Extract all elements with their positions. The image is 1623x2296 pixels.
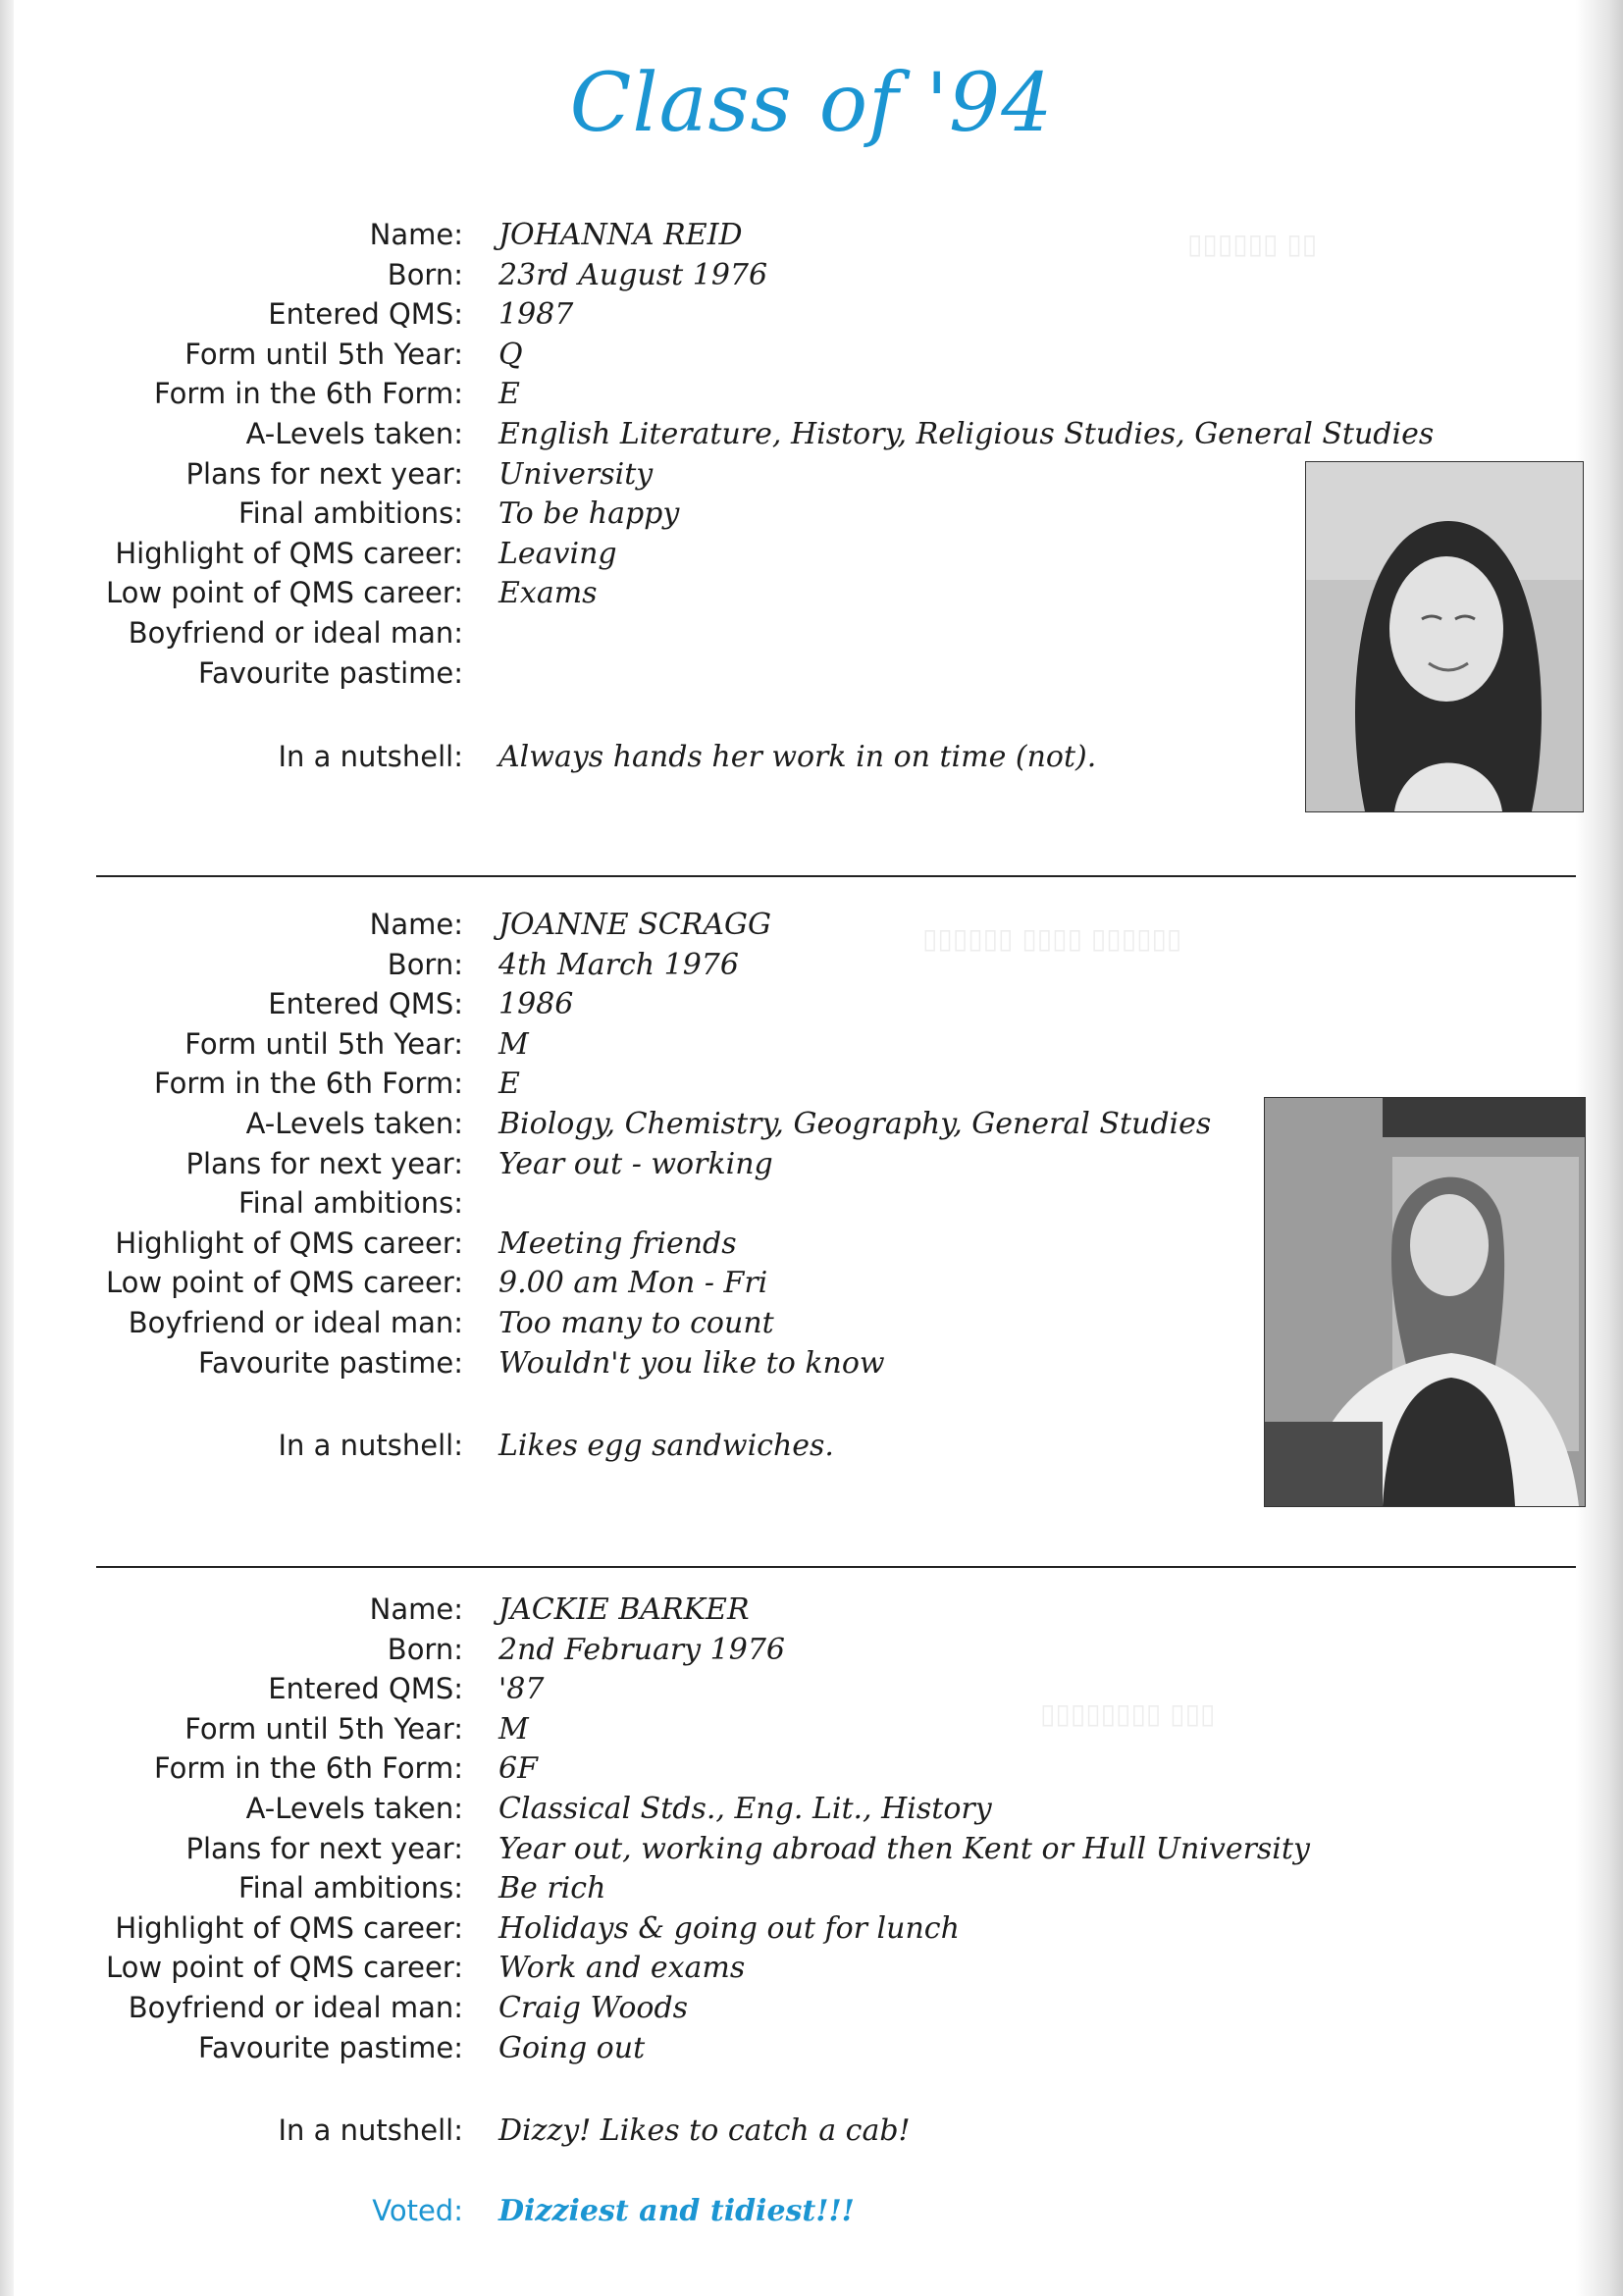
field-label: Low point of QMS career: xyxy=(105,576,463,609)
profile-field xyxy=(0,1991,1623,2030)
field-value: M xyxy=(498,1712,529,1747)
student-photo xyxy=(1264,1097,1586,1507)
profile-field xyxy=(0,1712,1623,1751)
field-value: Year out - working xyxy=(498,1147,773,1181)
field-value: Too many to count xyxy=(498,1306,774,1340)
profile-field xyxy=(0,1751,1623,1791)
field-label: Plans for next year: xyxy=(185,1832,463,1865)
field-label: Form in the 6th Form: xyxy=(154,1067,463,1100)
field-value: Year out, working abroad then Kent or Hull University xyxy=(498,1832,1310,1866)
field-value: Going out xyxy=(498,2031,646,2065)
field-label: Favourite pastime: xyxy=(197,1346,463,1380)
field-label: Final ambitions: xyxy=(238,496,463,530)
field-label: A-Levels taken: xyxy=(245,1107,463,1140)
profile-field xyxy=(0,1911,1623,1951)
field-label: Form until 5th Year: xyxy=(184,1027,463,1061)
field-label: In a nutshell: xyxy=(278,1429,463,1462)
profile-field xyxy=(0,417,1623,456)
field-label: Plans for next year: xyxy=(185,457,463,491)
field-label: Highlight of QMS career: xyxy=(115,1911,463,1945)
field-value: Wouldn't you like to know xyxy=(498,1346,885,1381)
profile-field xyxy=(0,948,1623,987)
field-value: Dizziest and tidiest!!! xyxy=(498,2194,855,2228)
field-value: E xyxy=(498,1067,520,1101)
field-value: 1986 xyxy=(498,987,574,1021)
field-label: Name: xyxy=(369,908,463,941)
field-value: 9.00 am Mon - Fri xyxy=(498,1266,768,1300)
profile-field xyxy=(0,1672,1623,1711)
field-label: Form in the 6th Form: xyxy=(154,377,463,410)
field-value: Work and exams xyxy=(498,1951,746,1985)
profile-field xyxy=(0,297,1623,337)
student-photo xyxy=(1305,461,1584,812)
portrait-icon xyxy=(1306,462,1583,811)
field-label: Low point of QMS career: xyxy=(105,1266,463,1299)
field-value: English Literature, History, Religious Studies, General Studies xyxy=(498,417,1435,451)
profile-field xyxy=(0,1633,1623,1672)
field-label: Favourite pastime: xyxy=(197,656,463,690)
field-value: '87 xyxy=(498,1672,545,1706)
page-title: Class of '94 xyxy=(569,57,1054,150)
section-divider xyxy=(96,875,1576,877)
field-label: Form until 5th Year: xyxy=(184,1712,463,1746)
profile-field xyxy=(0,338,1623,377)
field-label: Final ambitions: xyxy=(238,1871,463,1905)
field-value: To be happy xyxy=(498,496,680,531)
field-label: Boyfriend or ideal man: xyxy=(128,1306,463,1339)
field-label: Boyfriend or ideal man: xyxy=(128,1991,463,2024)
nutshell-field xyxy=(0,2113,1623,2153)
field-label: Plans for next year: xyxy=(185,1147,463,1180)
profile-field xyxy=(0,908,1623,947)
bleed-through-text: ▯▯▯▯▯▯ ▯▯▯▯ ▯▯▯▯▯▯ xyxy=(922,922,1182,955)
profile-field xyxy=(0,2031,1623,2070)
field-label: A-Levels taken: xyxy=(245,417,463,450)
field-label: Name: xyxy=(369,1592,463,1626)
profile-field xyxy=(0,258,1623,297)
section-divider xyxy=(96,1566,1576,1568)
field-label: Low point of QMS career: xyxy=(105,1951,463,1984)
field-value: 23rd August 1976 xyxy=(498,258,768,292)
field-value: Classical Stds., Eng. Lit., History xyxy=(498,1792,992,1826)
field-label: Born: xyxy=(387,258,463,291)
profile-field xyxy=(0,1871,1623,1910)
field-label: Entered QMS: xyxy=(268,987,463,1020)
field-value: 1987 xyxy=(498,297,574,332)
field-label: Boyfriend or ideal man: xyxy=(128,616,463,650)
field-label: Favourite pastime: xyxy=(197,2031,463,2064)
field-label: Born: xyxy=(387,948,463,981)
field-value: Exams xyxy=(498,576,598,610)
field-value: Be rich xyxy=(498,1871,606,1905)
profile-field xyxy=(0,218,1623,257)
field-value: Dizzy! Likes to catch a cab! xyxy=(498,2113,911,2148)
profile-field xyxy=(0,1592,1623,1632)
field-label: Entered QMS: xyxy=(268,1672,463,1705)
bleed-through-text: ▯▯▯▯▯▯ ▯▯ xyxy=(1187,228,1318,260)
profile-field xyxy=(0,1792,1623,1831)
field-label: In a nutshell: xyxy=(278,2113,463,2147)
field-label: Name: xyxy=(369,218,463,251)
field-value: Craig Woods xyxy=(498,1991,689,2025)
field-value: M xyxy=(498,1027,529,1062)
field-value: Q xyxy=(498,338,523,372)
field-value: Always hands her work in on time (not). xyxy=(498,740,1097,774)
field-value: 2nd February 1976 xyxy=(498,1633,786,1667)
portrait-icon xyxy=(1265,1098,1585,1506)
voted-field xyxy=(0,2194,1623,2233)
field-label: Voted: xyxy=(372,2194,463,2227)
profile-field xyxy=(0,1951,1623,1990)
field-label: Highlight of QMS career: xyxy=(115,537,463,570)
field-label: A-Levels taken: xyxy=(245,1792,463,1825)
field-value: 6F xyxy=(498,1751,538,1786)
field-value: Holidays & going out for lunch xyxy=(498,1911,960,1946)
field-value: Leaving xyxy=(498,537,617,571)
field-label: Final ambitions: xyxy=(238,1186,463,1220)
profile-field xyxy=(0,987,1623,1026)
field-label: Entered QMS: xyxy=(268,297,463,331)
field-value: University xyxy=(498,457,654,492)
profile-field xyxy=(0,377,1623,416)
profile-field xyxy=(0,1832,1623,1871)
field-label: Highlight of QMS career: xyxy=(115,1226,463,1260)
field-label: Born: xyxy=(387,1633,463,1666)
field-value: JOHANNA REID xyxy=(498,218,743,252)
field-value: 4th March 1976 xyxy=(498,948,739,982)
field-value: Likes egg sandwiches. xyxy=(498,1429,834,1463)
bleed-through-text: ▯▯▯▯▯▯▯▯ ▯▯▯ xyxy=(1040,1697,1216,1730)
field-label: In a nutshell: xyxy=(278,740,463,773)
field-value: JOANNE SCRAGG xyxy=(498,908,771,942)
field-label: Form in the 6th Form: xyxy=(154,1751,463,1785)
profile-field xyxy=(0,1027,1623,1067)
field-value: JACKIE BARKER xyxy=(498,1592,750,1627)
field-value: Biology, Chemistry, Geography, General Studies xyxy=(498,1107,1212,1141)
field-label: Form until 5th Year: xyxy=(184,338,463,371)
field-value: E xyxy=(498,377,520,411)
field-value: Meeting friends xyxy=(498,1226,737,1261)
